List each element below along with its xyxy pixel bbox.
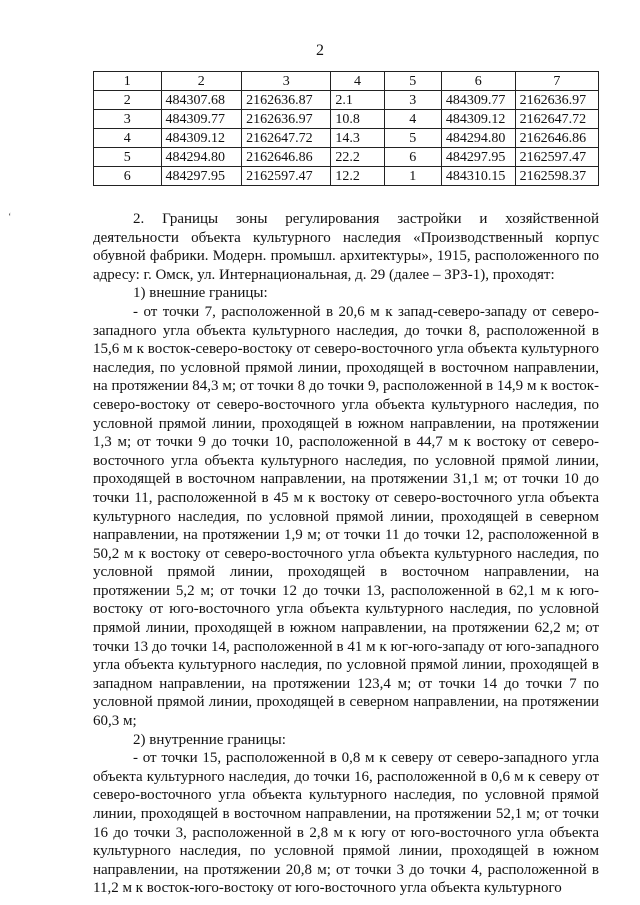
table-row [94, 148, 599, 167]
table-cell: 2162636.97 [515, 91, 598, 110]
table-cell: 6 [94, 167, 162, 186]
table-row [94, 167, 599, 186]
table-row [94, 129, 599, 148]
table-cell: 3 [384, 91, 441, 110]
paragraph-intro: 2. Границы зоны регулирования застройки и хозяйственной деятельности объекта культурного наследия «Производственный корпус обувной фабрики. Модерн. промышл. архитектуры», 1915, расположенного по адресу: г. Омск, ул. Интернациональная, д. 29 (далее – ЗРЗ-1), проходят: [93, 211, 599, 283]
table-cell: 484294.80 [161, 148, 242, 167]
table-cell: 5 [94, 148, 162, 167]
table-cell: 2162647.72 [242, 129, 331, 148]
heading-inner-boundaries: 2) внутренние границы: [133, 731, 286, 748]
table-cell: 4 [94, 129, 162, 148]
table-cell: 2162636.87 [242, 91, 331, 110]
table-cell: 22.2 [331, 148, 384, 167]
table-cell: 2162598.37 [515, 167, 598, 186]
coordinates-table [93, 71, 599, 186]
table-cell: 4 [384, 110, 441, 129]
table-cell: 2162597.47 [515, 148, 598, 167]
table-cell: 2162647.72 [515, 110, 598, 129]
table-header-cell: 3 [242, 72, 331, 91]
table-cell: 5 [384, 129, 441, 148]
table-cell: 484309.77 [441, 91, 515, 110]
table-cell: 2.1 [331, 91, 384, 110]
paragraph-inner-boundaries: - от точки 15, расположенной в 0,8 м к северу от северо-западного угла объекта культурного наследия, до точки 16, расположенной в 0,6 м к северу от северо-восточного угла объекта культурного наследия, по условной прямой линии, проходящей в восточном направлении, на протяжении 52,1 м; от точки 16 до точки 3, расположенной в 2,8 м к югу от юго-восточного угла объекта культурного наследия, по условной прямой линии, проходящей в южном направлении, на протяжении 20,8 м; от точки 3 до точки 4, расположенной в 11,2 м к восток-юго-востоку от юго-восточного угла объекта культурного [93, 750, 599, 897]
table-header-cell: 7 [515, 72, 598, 91]
table-cell: 484309.77 [161, 110, 242, 129]
table-cell: 484310.15 [441, 167, 515, 186]
table-header-cell: 1 [94, 72, 162, 91]
table-row [94, 110, 599, 129]
table-cell: 484309.12 [441, 110, 515, 129]
table-cell: 2162597.47 [242, 167, 331, 186]
table-cell: 6 [384, 148, 441, 167]
page-number: 2 [316, 42, 324, 59]
paragraph-outer-boundaries: - от точки 7, расположенной в 20,6 м к запад-северо-западу от северо-западного угла объекта культурного наследия, до точки 8, расположенной в 15,6 м к восток-северо-востоку от северо-восточного угла объекта культурного наследия, по условной прямой линии, проходящей в восточном направлении, на протяжении 84,3 м; от точки 8 до точки 9, расположенной в 14,9 м к восток-северо-востоку от северо-восточного угла объекта культурного наследия, по условной прямой линии, проходящей в южном направлении, на протяжении 1,3 м; от точки 9 до точки 10, расположенной в 44,7 м к востоку от северо-восточного угла объекта культурного наследия, по условной прямой линии, проходящей в восточном направлении, на протяжении 31,1 м; от точки 10 до точки 11, расположенной в 45 м к востоку от северо-восточного угла объекта культурного наследия, по условной прямой линии, проходящей в северном направлении, на протяжении 1,9 м; от точки 11 до точки 12, расположенной в 50,2 м к востоку от северо-восточного угла объекта культурного наследия, по условной прямой линии, проходящей в восточном направлении, на протяжении 5,2 м; от точки 12 до точки 13, расположенной в 62,1 м к юго-востоку от юго-восточного угла объекта культурного наследия, по условной прямой линии, проходящей в южном направлении, на протяжении 62,2 м; от точки 13 до точки 14, расположенной в 41 м к юг-юго-западу от юго-западного угла объекта культурного наследия, по условной прямой линии, проходящей в западном направлении, на протяжении 123,4 м; от точки 14 до точки 7 по условной прямой линии, проходящей в северном направлении, на протяжении 60,3 м; [93, 303, 599, 730]
margin-mark: ‘ [8, 212, 12, 223]
table-header-cell: 5 [384, 72, 441, 91]
table-row [94, 91, 599, 110]
table-cell: 2 [94, 91, 162, 110]
table-cell: 484307.68 [161, 91, 242, 110]
table-cell: 484309.12 [161, 129, 242, 148]
table-cell: 2162646.86 [242, 148, 331, 167]
table-header-cell: 4 [331, 72, 384, 91]
table-cell: 12.2 [331, 167, 384, 186]
table-cell: 484297.95 [441, 148, 515, 167]
table-cell: 1 [384, 167, 441, 186]
table-cell: 10.8 [331, 110, 384, 129]
table-cell: 2162636.97 [242, 110, 331, 129]
table-cell: 484294.80 [441, 129, 515, 148]
table-cell: 3 [94, 110, 162, 129]
table-header-cell: 2 [161, 72, 242, 91]
heading-outer-boundaries: 1) внешние границы: [133, 285, 268, 302]
table-cell: 2162646.86 [515, 129, 598, 148]
table-header-row [94, 72, 599, 91]
document-body [93, 210, 599, 898]
table-cell: 14.3 [331, 129, 384, 148]
table-header-cell: 6 [441, 72, 515, 91]
table-cell: 484297.95 [161, 167, 242, 186]
